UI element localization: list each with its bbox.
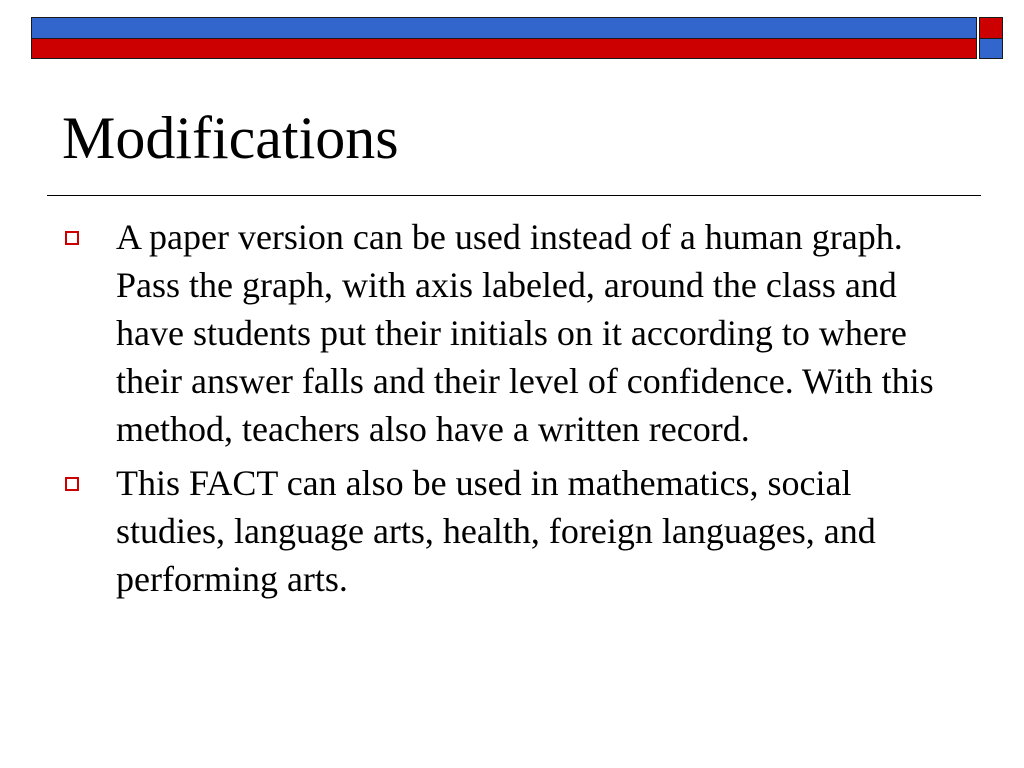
hollow-square-bullet-icon — [65, 231, 79, 245]
top-blue-bar — [31, 17, 977, 39]
top-red-bar — [31, 39, 977, 59]
bullet-text: This FACT can also be used in mathematics, social studies, language arts, health, foreign languages, and performing arts. — [116, 463, 876, 599]
hollow-square-bullet-icon — [65, 477, 79, 491]
bullet-text: A paper version can be used instead of a human graph. Pass the graph, with axis labeled, around the class and have students put their initials on it according to where their answer falls and their level of confidence. With this method, teachers also have a written record. — [116, 217, 934, 449]
title-divider — [47, 195, 981, 196]
corner-red-square — [979, 17, 1003, 39]
slide-title: Modifications — [62, 105, 399, 171]
bullet-item — [65, 213, 965, 453]
bullet-list — [65, 213, 965, 609]
corner-blue-square — [979, 39, 1003, 59]
bullet-item — [65, 459, 965, 603]
